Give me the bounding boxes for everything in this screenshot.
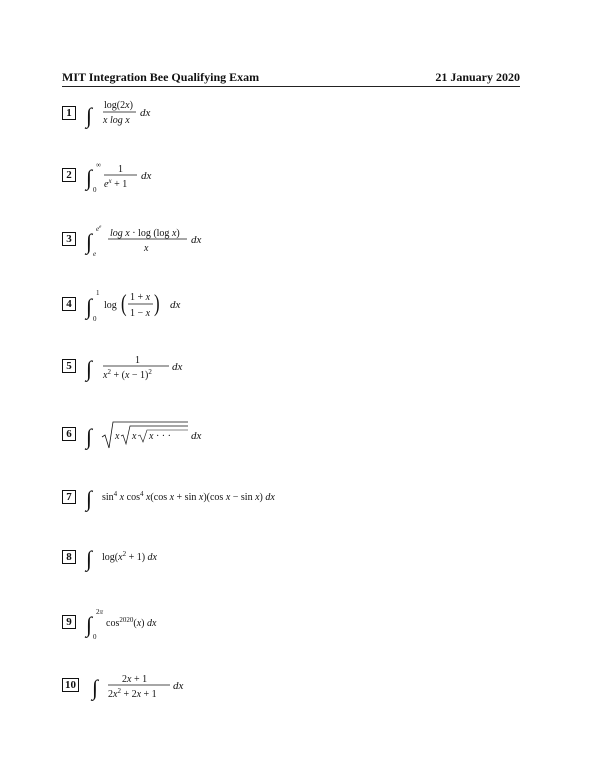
svg-text:2x + 1: 2x + 1 [122, 674, 148, 685]
problem-number: 9 [62, 615, 76, 629]
svg-text:log(x2 + 1) dx: $\log(x^2 + 1)$ dx [102, 550, 157, 563]
svg-text:∫: ∫ [92, 675, 99, 700]
problem-number: 2 [62, 168, 76, 182]
problem-10 [62, 669, 522, 705]
svg-text:∫: ∫ [86, 294, 93, 319]
svg-text:x: x [144, 243, 149, 254]
problem-expression [84, 542, 224, 572]
svg-text:dx: dx [172, 361, 183, 373]
svg-text:∫: ∫ [86, 486, 93, 511]
svg-text:e: e [93, 250, 97, 258]
svg-text:ex + 1: $e^x + 1$ [104, 177, 128, 190]
svg-text:ee: $e^e$ [96, 225, 102, 233]
svg-text:dx: dx [140, 107, 151, 119]
svg-text:∫: ∫ [86, 229, 93, 254]
problem-number: 3 [62, 232, 76, 246]
svg-text:dx: dx [191, 234, 202, 246]
problem-9 [62, 605, 522, 641]
svg-text:∞: ∞ [96, 161, 101, 169]
svg-text:0: 0 [93, 315, 97, 323]
svg-text:dx: dx [141, 170, 152, 182]
svg-text:): ) [154, 291, 160, 317]
svg-text:x: x [115, 431, 120, 442]
problem-expression [90, 669, 230, 705]
svg-text:∫: ∫ [86, 103, 93, 128]
problem-expression [84, 418, 224, 452]
problem-number: 6 [62, 427, 76, 441]
exam-date: 21 January 2020 [435, 70, 520, 84]
problem-expression [84, 98, 204, 132]
svg-text:0: 0 [93, 633, 97, 641]
svg-text:dx: dx [173, 680, 184, 692]
svg-text:∫: ∫ [86, 424, 93, 449]
problem-7 [62, 482, 522, 512]
svg-text:∫: ∫ [86, 546, 93, 571]
svg-text:1: 1 [118, 164, 123, 175]
svg-text:∫: ∫ [86, 612, 93, 637]
exam-title: MIT Integration Bee Qualifying Exam [62, 70, 260, 84]
problem-expression [84, 158, 204, 194]
problem-8 [62, 542, 522, 572]
problem-1 [62, 98, 522, 132]
svg-text:∫: ∫ [86, 165, 93, 190]
svg-text:(: ( [121, 291, 127, 317]
svg-text:sin4 x cos4 x(cos x + sin x)(c: $\sin^4 x$ $\cos^4 x(\cos$ x + sin x)(cos x − sin x) dx [102, 490, 275, 503]
svg-text:log x · log (log x): log x · log (log x) [110, 228, 180, 239]
svg-text:dx: dx [170, 299, 181, 311]
problem-expression [84, 482, 344, 512]
svg-text:x log x: x log x [103, 115, 130, 126]
problem-6 [62, 418, 522, 452]
problem-expression [84, 605, 224, 641]
problem-4 [62, 286, 522, 324]
problem-3 [62, 222, 522, 258]
svg-text:1 − x: 1 − x [130, 308, 151, 319]
problem-number: 1 [62, 106, 76, 120]
svg-text:∫: ∫ [86, 356, 93, 381]
svg-text:dx: dx [191, 430, 202, 442]
problem-number: 8 [62, 550, 76, 564]
svg-text:log: log [104, 300, 117, 311]
svg-text:0: 0 [93, 186, 97, 194]
problem-expression [84, 222, 284, 258]
problem-number: 4 [62, 297, 76, 311]
svg-text:x2 + (x − 1)2: $x^2 + (x - 1)^2$ [103, 368, 152, 381]
svg-text:1: 1 [96, 289, 100, 297]
problem-expression [84, 286, 224, 324]
svg-text:log(2x): log(2x) [104, 100, 133, 111]
problem-number: 10 [62, 678, 79, 692]
svg-text:x · · ·: x · · · [149, 431, 171, 442]
problem-number: 5 [62, 359, 76, 373]
svg-text:2π: 2π [96, 608, 104, 616]
svg-text:2x2 + 2x + 1: $2x^2 + 2x + 1$ [108, 687, 157, 700]
problem-5 [62, 350, 522, 386]
problem-number: 7 [62, 490, 76, 504]
problem-2 [62, 158, 522, 194]
svg-text:1: 1 [135, 355, 140, 366]
svg-text:cos2020(x) dx: $\cos^{2020}(x)$ dx [106, 616, 157, 629]
svg-text:x: x [132, 431, 137, 442]
problem-expression [84, 350, 224, 386]
svg-text:1 + x: 1 + x [130, 292, 151, 303]
exam-header [62, 70, 520, 87]
